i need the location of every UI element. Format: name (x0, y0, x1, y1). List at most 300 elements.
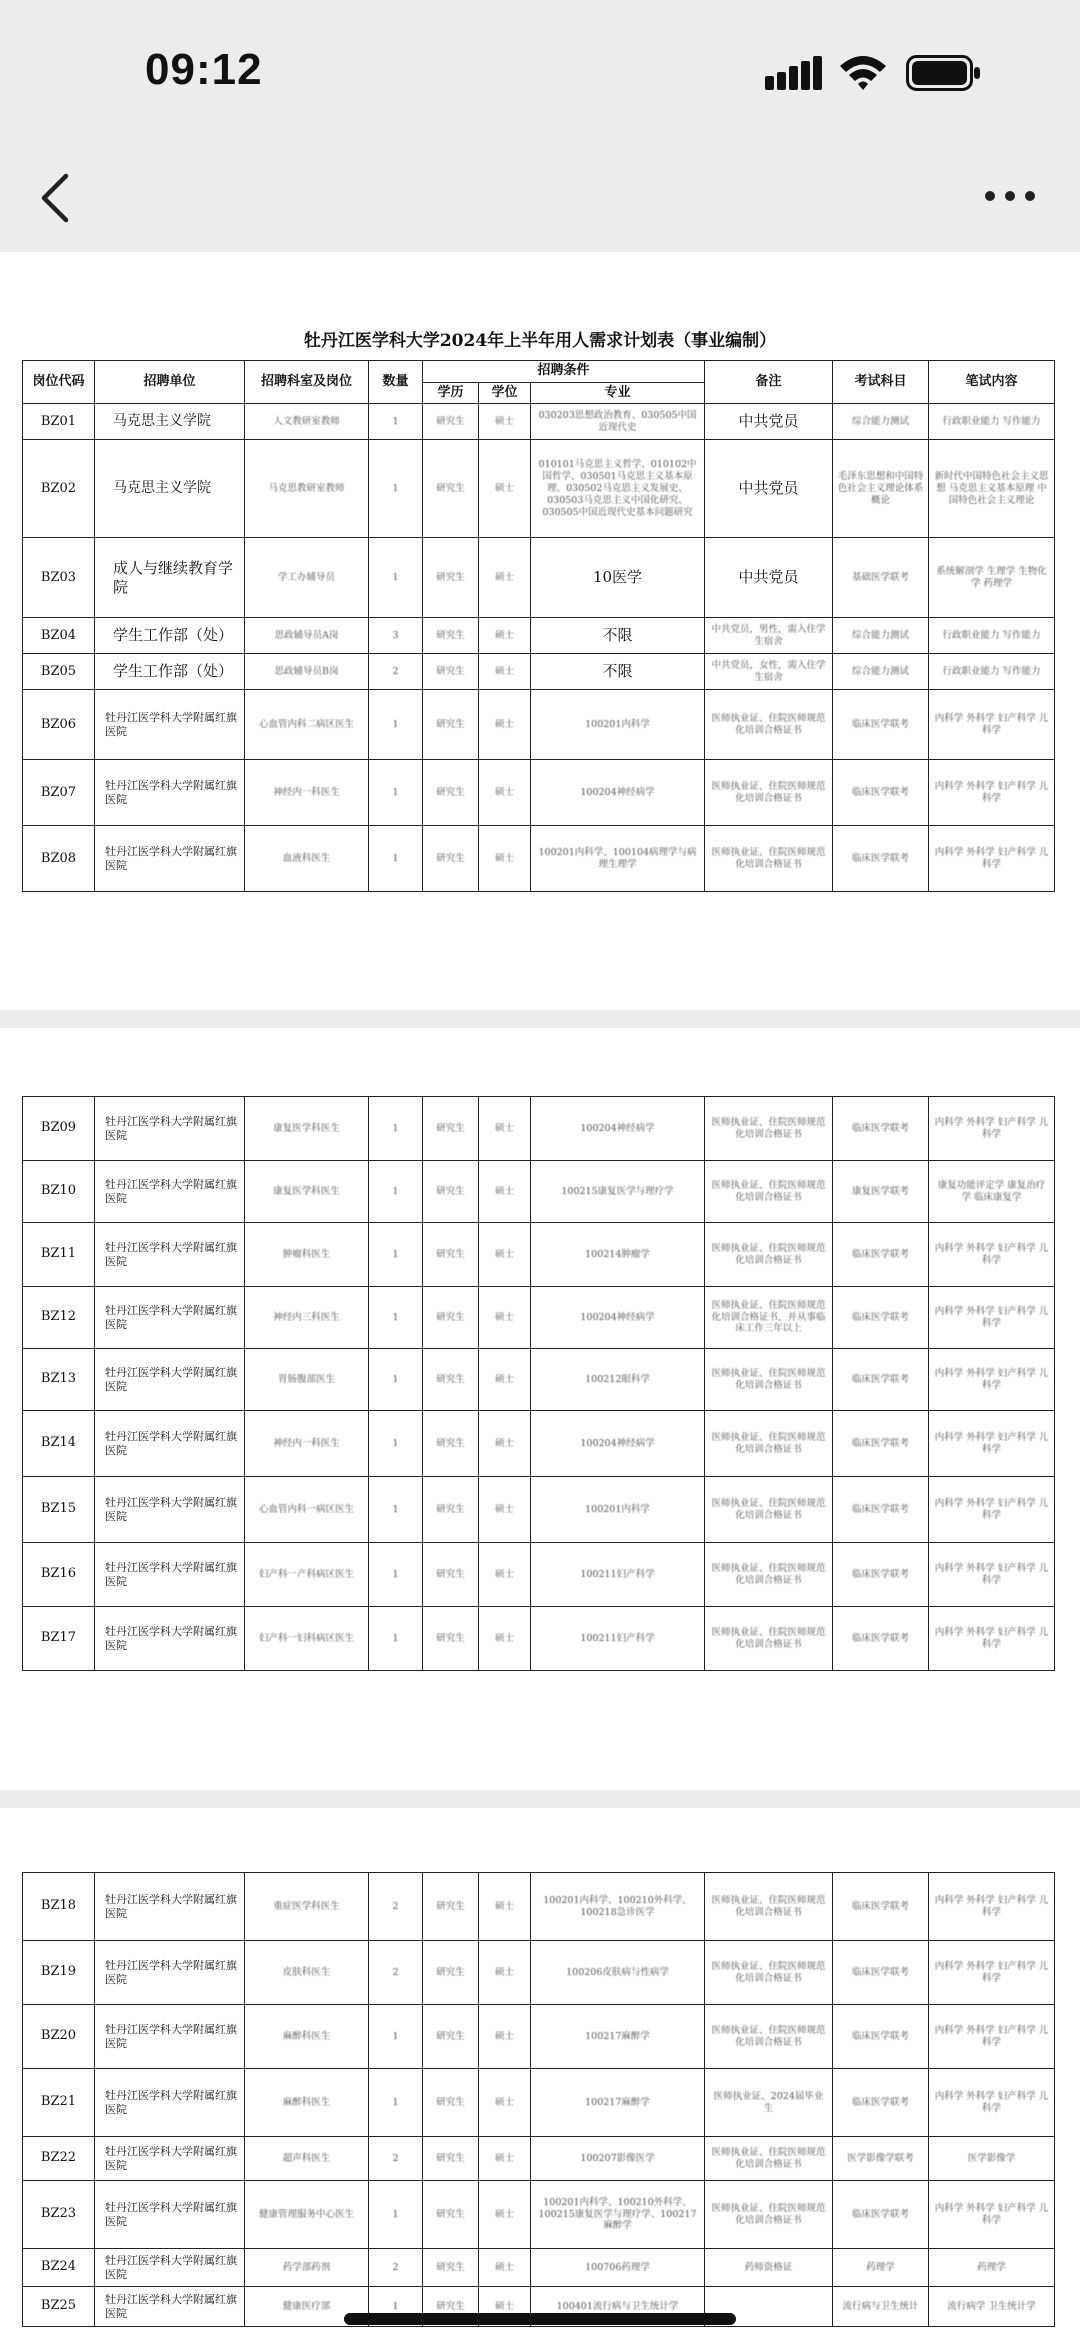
cell-remark: 医师执业证、住院医师规范化培训合格证书 (705, 1941, 833, 2005)
cell-count: 1 (369, 1349, 423, 1411)
document-page-3 (0, 1808, 1080, 2341)
cell-degree: 硕士 (479, 1873, 531, 1941)
cell-remark: 中共党员，女性，需入住学生宿舍 (705, 654, 833, 690)
cell-major: 100201内科学、100210外科学、100215康复医学与理疗学、100217麻醉学 (531, 2181, 705, 2249)
cell-count: 2 (369, 1873, 423, 1941)
cell-code: BZ20 (23, 2005, 95, 2069)
cell-edu: 研究生 (423, 654, 479, 690)
cell-edu: 研究生 (423, 618, 479, 654)
cell-code: BZ22 (23, 2137, 95, 2181)
cell-exam: 临床医学联考 (833, 2005, 929, 2069)
cell-remark: 医师执业证、住院医师规范化培训合格证书 (705, 2137, 833, 2181)
cell-code: BZ03 (23, 538, 95, 618)
cell-written: 系统解剖学 生理学 生物化学 药理学 (929, 538, 1055, 618)
cell-remark: 医师执业证、住院医师规范化培训合格证书 (705, 1607, 833, 1671)
header-conditions: 招聘条件 (423, 361, 705, 383)
cell-degree: 硕士 (479, 1411, 531, 1477)
cell-dept: 妇产科一产科病区医生 (245, 1543, 369, 1607)
cell-remark: 医师执业证、住院医师规范化培训合格证书 (705, 1873, 833, 1941)
cell-remark: 中共党员 (705, 538, 833, 618)
cell-exam: 临床医学联考 (833, 1411, 929, 1477)
cell-remark: 中共党员，男性，需入住学生宿舍 (705, 618, 833, 654)
document-title: 牡丹江医学科大学2024年上半年用人需求计划表（事业编制） (303, 331, 777, 351)
cell-edu: 研究生 (423, 1287, 479, 1349)
cell-written: 内科学 外科学 妇产科学 儿科学 (929, 760, 1055, 826)
table-row (23, 538, 1055, 618)
header-edu: 学历 (423, 383, 479, 404)
cell-degree: 硕士 (479, 1941, 531, 2005)
cell-exam: 毛泽东思想和中国特色社会主义理论体系概论 (833, 440, 929, 538)
cell-unit: 牡丹江医学科大学附属红旗医院 (95, 2137, 245, 2181)
cell-written: 内科学 外科学 妇产科学 儿科学 (929, 1543, 1055, 1607)
header-major: 专业 (531, 383, 705, 404)
cell-exam: 临床医学联考 (833, 760, 929, 826)
cell-remark: 药师资格证 (705, 2249, 833, 2287)
cell-code: BZ17 (23, 1607, 95, 1671)
battery-icon (906, 55, 982, 91)
cell-major: 100211妇产科学 (531, 1607, 705, 1671)
cell-count: 1 (369, 1223, 423, 1287)
cell-count: 1 (369, 1287, 423, 1349)
cell-code: BZ25 (23, 2287, 95, 2327)
cell-unit: 牡丹江医学科大学附属红旗医院 (95, 1411, 245, 1477)
cell-remark: 医师执业证、住院医师规范化培训合格证书 (705, 1097, 833, 1161)
recruitment-table-page-1 (22, 360, 1055, 892)
cell-unit: 牡丹江医学科大学附属红旗医院 (95, 1941, 245, 2005)
cell-code: BZ02 (23, 440, 95, 538)
cell-degree: 硕士 (479, 1349, 531, 1411)
cell-dept: 心血管内科二病区医生 (245, 690, 369, 760)
cell-written: 内科学 外科学 妇产科学 儿科学 (929, 1477, 1055, 1543)
table-row (23, 404, 1055, 440)
cell-major: 100215康复医学与理疗学 (531, 1161, 705, 1223)
table-row (23, 2181, 1055, 2249)
cell-exam: 临床医学联考 (833, 1097, 929, 1161)
cell-exam: 临床医学联考 (833, 1941, 929, 2005)
cell-dept: 皮肤科医生 (245, 1941, 369, 2005)
cell-major: 100217麻醉学 (531, 2069, 705, 2137)
cell-degree: 硕士 (479, 2137, 531, 2181)
cell-remark: 医师执业证、住院医师规范化培训合格证书 (705, 1161, 833, 1223)
cell-edu: 研究生 (423, 1097, 479, 1161)
cell-dept: 神经内三科医生 (245, 1287, 369, 1349)
cell-unit: 学生工作部（处） (95, 618, 245, 654)
cell-count: 1 (369, 826, 423, 892)
cell-remark: 中共党员 (705, 404, 833, 440)
status-time: 09:12 (145, 45, 263, 94)
cell-edu: 研究生 (423, 1607, 479, 1671)
cell-remark: 医师执业证、2024届毕业生 (705, 2069, 833, 2137)
table-row (23, 1287, 1055, 1349)
cell-count: 1 (369, 1607, 423, 1671)
cell-edu: 研究生 (423, 404, 479, 440)
table-row (23, 1873, 1055, 1941)
table-body-page-1 (23, 404, 1055, 892)
cell-edu: 研究生 (423, 1941, 479, 2005)
cell-remark: 医师执业证、住院医师规范化培训合格证书，并从事临床工作三年以上 (705, 1287, 833, 1349)
table-row (23, 1941, 1055, 2005)
cell-written: 药理学 (929, 2249, 1055, 2287)
cell-remark: 医师执业证、住院医师规范化培训合格证书 (705, 1543, 833, 1607)
cell-written: 内科学 外科学 妇产科学 儿科学 (929, 1873, 1055, 1941)
cell-written: 内科学 外科学 妇产科学 儿科学 (929, 1607, 1055, 1671)
cell-degree: 硕士 (479, 618, 531, 654)
cell-written: 内科学 外科学 妇产科学 儿科学 (929, 1223, 1055, 1287)
cell-exam: 临床医学联考 (833, 1873, 929, 1941)
nav-bar (0, 150, 1080, 250)
cell-count: 3 (369, 618, 423, 654)
cell-edu: 研究生 (423, 2287, 479, 2327)
cell-major: 100201内科学、100104病理学与病理生理学 (531, 826, 705, 892)
cell-major: 不限 (531, 654, 705, 690)
cell-dept: 重症医学科医生 (245, 1873, 369, 1941)
table-row (23, 2005, 1055, 2069)
cell-unit: 牡丹江医学科大学附属红旗医院 (95, 2005, 245, 2069)
cell-count: 1 (369, 1411, 423, 1477)
cell-major: 100401流行病与卫生统计学 (531, 2287, 705, 2327)
cell-degree: 硕士 (479, 2249, 531, 2287)
cell-dept: 思政辅导员B岗 (245, 654, 369, 690)
cell-degree: 硕士 (479, 760, 531, 826)
cell-count: 1 (369, 760, 423, 826)
cell-dept: 人文教研室教师 (245, 404, 369, 440)
cell-code: BZ14 (23, 1411, 95, 1477)
cell-dept: 妇产科一妇科病区医生 (245, 1607, 369, 1671)
cell-major: 100206皮肤病与性病学 (531, 1941, 705, 2005)
table-row (23, 1477, 1055, 1543)
header-written: 笔试内容 (929, 361, 1055, 404)
cell-dept: 麻醉科医生 (245, 2005, 369, 2069)
cell-code: BZ11 (23, 1223, 95, 1287)
cell-major: 100201内科学 (531, 690, 705, 760)
cell-degree: 硕士 (479, 1543, 531, 1607)
cell-written: 内科学 外科学 妇产科学 儿科学 (929, 2181, 1055, 2249)
cell-exam: 药理学 (833, 2249, 929, 2287)
cell-count: 1 (369, 2005, 423, 2069)
cell-exam: 临床医学联考 (833, 1477, 929, 1543)
cell-exam: 医学影像学联考 (833, 2137, 929, 2181)
cell-major: 100201内科学、100210外科学、100218急诊医学 (531, 1873, 705, 1941)
cell-unit: 牡丹江医学科大学附属红旗医院 (95, 2249, 245, 2287)
cell-degree: 硕士 (479, 1287, 531, 1349)
cell-major: 100212眼科学 (531, 1349, 705, 1411)
table-row (23, 2249, 1055, 2287)
cell-edu: 研究生 (423, 1873, 479, 1941)
cell-exam: 临床医学联考 (833, 1223, 929, 1287)
header-code: 岗位代码 (23, 361, 95, 404)
cell-unit: 牡丹江医学科大学附属红旗医院 (95, 2069, 245, 2137)
cell-count: 1 (369, 440, 423, 538)
cell-dept: 思政辅导员A岗 (245, 618, 369, 654)
cell-written: 内科学 外科学 妇产科学 儿科学 (929, 2069, 1055, 2137)
table-row (23, 2137, 1055, 2181)
cell-major: 不限 (531, 618, 705, 654)
cell-remark: 医师执业证、住院医师规范化培训合格证书 (705, 2005, 833, 2069)
cell-unit: 牡丹江医学科大学附属红旗医院 (95, 1477, 245, 1543)
cell-unit: 牡丹江医学科大学附属红旗医院 (95, 1161, 245, 1223)
cell-degree: 硕士 (479, 654, 531, 690)
cell-exam: 临床医学联考 (833, 826, 929, 892)
cell-unit: 牡丹江医学科大学附属红旗医院 (95, 1349, 245, 1411)
cell-exam: 综合能力测试 (833, 618, 929, 654)
cell-major: 100211妇产科学 (531, 1543, 705, 1607)
cell-code: BZ23 (23, 2181, 95, 2249)
cell-major: 100204神经病学 (531, 1287, 705, 1349)
cell-dept: 胃肠腹部医生 (245, 1349, 369, 1411)
cell-code: BZ24 (23, 2249, 95, 2287)
cell-major: 010101马克思主义哲学、010102中国哲学、030501马克思主义基本原理、030502马克思主义发展史、030503马克思主义中国化研究、030505中国近现代史基本问题研究 (531, 440, 705, 538)
cell-code: BZ21 (23, 2069, 95, 2137)
cell-dept: 肿瘤科医生 (245, 1223, 369, 1287)
recruitment-table-page-2 (22, 1096, 1055, 1671)
table-row (23, 654, 1055, 690)
cell-dept: 心血管内科一病区医生 (245, 1477, 369, 1543)
cell-major: 100706药理学 (531, 2249, 705, 2287)
cell-exam: 临床医学联考 (833, 1543, 929, 1607)
cell-dept: 神经内一科医生 (245, 1411, 369, 1477)
recruitment-table-page-3 (22, 1872, 1055, 2327)
back-arrow-icon[interactable] (36, 168, 76, 228)
cell-exam: 临床医学联考 (833, 1349, 929, 1411)
cell-dept: 神经内一科医生 (245, 760, 369, 826)
document-page-2 (0, 1028, 1080, 1790)
cell-unit: 牡丹江医学科大学附属红旗医院 (95, 2287, 245, 2327)
cell-count: 1 (369, 1161, 423, 1223)
header-count: 数量 (369, 361, 423, 404)
cell-written: 行政职业能力 写作能力 (929, 404, 1055, 440)
cell-degree: 硕士 (479, 2069, 531, 2137)
cell-count: 1 (369, 2287, 423, 2327)
cell-degree: 硕士 (479, 1161, 531, 1223)
cell-degree: 硕士 (479, 1097, 531, 1161)
cell-edu: 研究生 (423, 2137, 479, 2181)
header-exam: 考试科目 (833, 361, 929, 404)
cell-dept: 康复医学科医生 (245, 1097, 369, 1161)
cell-edu: 研究生 (423, 538, 479, 618)
cell-remark: 医师执业证、住院医师规范化培训合格证书 (705, 826, 833, 892)
cell-degree: 硕士 (479, 404, 531, 440)
cell-dept: 健康医疗部 (245, 2287, 369, 2327)
cell-count: 2 (369, 2137, 423, 2181)
cell-written: 内科学 外科学 妇产科学 儿科学 (929, 1411, 1055, 1477)
cell-count: 1 (369, 1543, 423, 1607)
cell-dept: 超声科医生 (245, 2137, 369, 2181)
header-dept: 招聘科室及岗位 (245, 361, 369, 404)
cell-edu: 研究生 (423, 1477, 479, 1543)
cell-written: 内科学 外科学 妇产科学 儿科学 (929, 1097, 1055, 1161)
cell-dept: 健康管理服务中心医生 (245, 2181, 369, 2249)
cell-degree: 硕士 (479, 538, 531, 618)
cell-count: 1 (369, 1477, 423, 1543)
cell-degree: 硕士 (479, 2181, 531, 2249)
cell-remark: 医师执业证、住院医师规范化培训合格证书 (705, 690, 833, 760)
cell-count: 1 (369, 538, 423, 618)
cell-unit: 牡丹江医学科大学附属红旗医院 (95, 1873, 245, 1941)
header-unit: 招聘单位 (95, 361, 245, 404)
table-body-page-3 (23, 1873, 1055, 2327)
cell-unit: 牡丹江医学科大学附属红旗医院 (95, 1543, 245, 1607)
cell-edu: 研究生 (423, 690, 479, 760)
cell-remark: 医师执业证、住院医师规范化培训合格证书 (705, 1477, 833, 1543)
wifi-icon (838, 52, 888, 92)
document-page-1 (0, 252, 1080, 1010)
cell-exam: 临床医学联考 (833, 1287, 929, 1349)
cell-written: 内科学 外科学 妇产科学 儿科学 (929, 826, 1055, 892)
table-row (23, 1097, 1055, 1161)
cell-major: 030203思想政治教育、030505中国近现代史 (531, 404, 705, 440)
cell-written: 内科学 外科学 妇产科学 儿科学 (929, 1287, 1055, 1349)
table-row (23, 760, 1055, 826)
cell-unit: 牡丹江医学科大学附属红旗医院 (95, 2181, 245, 2249)
cell-dept: 学工办辅导员 (245, 538, 369, 618)
cell-degree: 硕士 (479, 2005, 531, 2069)
table-row (23, 440, 1055, 538)
cell-degree: 硕士 (479, 2287, 531, 2327)
cell-code: BZ15 (23, 1477, 95, 1543)
cell-dept: 血液科医生 (245, 826, 369, 892)
cell-edu: 研究生 (423, 826, 479, 892)
cell-dept: 康复医学科医生 (245, 1161, 369, 1223)
cell-exam: 综合能力测试 (833, 654, 929, 690)
cell-code: BZ07 (23, 760, 95, 826)
status-bar (0, 0, 1080, 150)
cell-remark: 医师执业证、住院医师规范化培训合格证书 (705, 1223, 833, 1287)
cell-exam: 临床医学联考 (833, 2069, 929, 2137)
cell-unit: 牡丹江医学科大学附属红旗医院 (95, 690, 245, 760)
cell-edu: 研究生 (423, 440, 479, 538)
cell-code: BZ09 (23, 1097, 95, 1161)
cell-edu: 研究生 (423, 1543, 479, 1607)
cell-written: 内科学 外科学 妇产科学 儿科学 (929, 690, 1055, 760)
cell-degree: 硕士 (479, 1607, 531, 1671)
cell-exam: 临床医学联考 (833, 2181, 929, 2249)
cell-edu: 研究生 (423, 2181, 479, 2249)
cell-code: BZ05 (23, 654, 95, 690)
cell-edu: 研究生 (423, 2005, 479, 2069)
cell-count: 1 (369, 2069, 423, 2137)
home-indicator[interactable] (344, 2313, 736, 2325)
cell-dept: 马克思教研室教师 (245, 440, 369, 538)
cell-exam: 临床医学联考 (833, 1607, 929, 1671)
cell-code: BZ10 (23, 1161, 95, 1223)
cell-count: 1 (369, 1097, 423, 1161)
cell-major: 100204神经病学 (531, 760, 705, 826)
table-row (23, 1349, 1055, 1411)
cell-code: BZ13 (23, 1349, 95, 1411)
cell-remark: 中共党员 (705, 440, 833, 538)
cell-unit: 牡丹江医学科大学附属红旗医院 (95, 826, 245, 892)
cell-code: BZ06 (23, 690, 95, 760)
table-row (23, 690, 1055, 760)
cell-written: 内科学 外科学 妇产科学 儿科学 (929, 2005, 1055, 2069)
cell-exam: 临床医学联考 (833, 690, 929, 760)
cell-written: 行政职业能力 写作能力 (929, 654, 1055, 690)
cell-code: BZ19 (23, 1941, 95, 2005)
cell-major: 100217麻醉学 (531, 2005, 705, 2069)
more-options-icon[interactable] (984, 188, 1036, 204)
table-row (23, 1543, 1055, 1607)
table-row (23, 826, 1055, 892)
cell-unit: 牡丹江医学科大学附属红旗医院 (95, 1287, 245, 1349)
cell-code: BZ12 (23, 1287, 95, 1349)
cell-unit: 成人与继续教育学院 (95, 538, 245, 618)
cell-unit: 牡丹江医学科大学附属红旗医院 (95, 1097, 245, 1161)
cell-unit: 马克思主义学院 (95, 404, 245, 440)
header-degree: 学位 (479, 383, 531, 404)
cell-edu: 研究生 (423, 2069, 479, 2137)
table-row (23, 618, 1055, 654)
cell-code: BZ18 (23, 1873, 95, 1941)
cell-major: 100214肿瘤学 (531, 1223, 705, 1287)
cell-degree: 硕士 (479, 826, 531, 892)
cell-count: 1 (369, 404, 423, 440)
cell-code: BZ01 (23, 404, 95, 440)
cell-major: 100204神经病学 (531, 1097, 705, 1161)
cell-edu: 研究生 (423, 760, 479, 826)
cell-degree: 硕士 (479, 690, 531, 760)
cell-edu: 研究生 (423, 1411, 479, 1477)
cell-exam: 基础医学联考 (833, 538, 929, 618)
table-row (23, 1607, 1055, 1671)
cell-major: 100207影像医学 (531, 2137, 705, 2181)
cell-code: BZ04 (23, 618, 95, 654)
cell-unit: 牡丹江医学科大学附属红旗医院 (95, 1607, 245, 1671)
cell-major: 10医学 (531, 538, 705, 618)
cell-written: 内科学 外科学 妇产科学 儿科学 (929, 1941, 1055, 2005)
cell-written: 行政职业能力 写作能力 (929, 618, 1055, 654)
cell-edu: 研究生 (423, 1349, 479, 1411)
cell-exam: 康复医学联考 (833, 1161, 929, 1223)
table-row (23, 2069, 1055, 2137)
cell-remark: 医师执业证、住院医师规范化培训合格证书 (705, 760, 833, 826)
table-row (23, 1223, 1055, 1287)
cell-count: 1 (369, 690, 423, 760)
cell-major: 100204神经病学 (531, 1411, 705, 1477)
cell-unit: 牡丹江医学科大学附属红旗医院 (95, 1223, 245, 1287)
cell-count: 2 (369, 654, 423, 690)
cell-code: BZ16 (23, 1543, 95, 1607)
table-row (23, 1161, 1055, 1223)
cell-written: 医学影像学 (929, 2137, 1055, 2181)
cell-edu: 研究生 (423, 1161, 479, 1223)
cell-unit: 马克思主义学院 (95, 440, 245, 538)
cell-count: 1 (369, 2181, 423, 2249)
cell-code: BZ08 (23, 826, 95, 892)
cell-degree: 硕士 (479, 440, 531, 538)
cell-count: 2 (369, 1941, 423, 2005)
cell-remark: 医师执业证、住院医师规范化培训合格证书 (705, 1411, 833, 1477)
cell-degree: 硕士 (479, 1223, 531, 1287)
cell-unit: 牡丹江医学科大学附属红旗医院 (95, 760, 245, 826)
cell-unit: 学生工作部（处） (95, 654, 245, 690)
cell-written: 新时代中国特色社会主义思想 马克思主义基本原理 中国特色社会主义理论 (929, 440, 1055, 538)
cell-dept: 麻醉科医生 (245, 2069, 369, 2137)
cell-dept: 药学部药剂 (245, 2249, 369, 2287)
cell-degree: 硕士 (479, 1477, 531, 1543)
table-body-page-2 (23, 1097, 1055, 1671)
cell-major: 100201内科学 (531, 1477, 705, 1543)
cell-count: 2 (369, 2249, 423, 2287)
cell-remark: 医师执业证、住院医师规范化培训合格证书 (705, 2181, 833, 2249)
signal-icon (765, 56, 823, 90)
cell-written: 康复功能评定学 康复治疗学 临床康复学 (929, 1161, 1055, 1223)
cell-edu: 研究生 (423, 1223, 479, 1287)
cell-written: 内科学 外科学 妇产科学 儿科学 (929, 1349, 1055, 1411)
table-row (23, 1411, 1055, 1477)
cell-edu: 研究生 (423, 2249, 479, 2287)
cell-exam: 流行病与卫生统计 (833, 2287, 929, 2327)
cell-exam: 综合能力测试 (833, 404, 929, 440)
